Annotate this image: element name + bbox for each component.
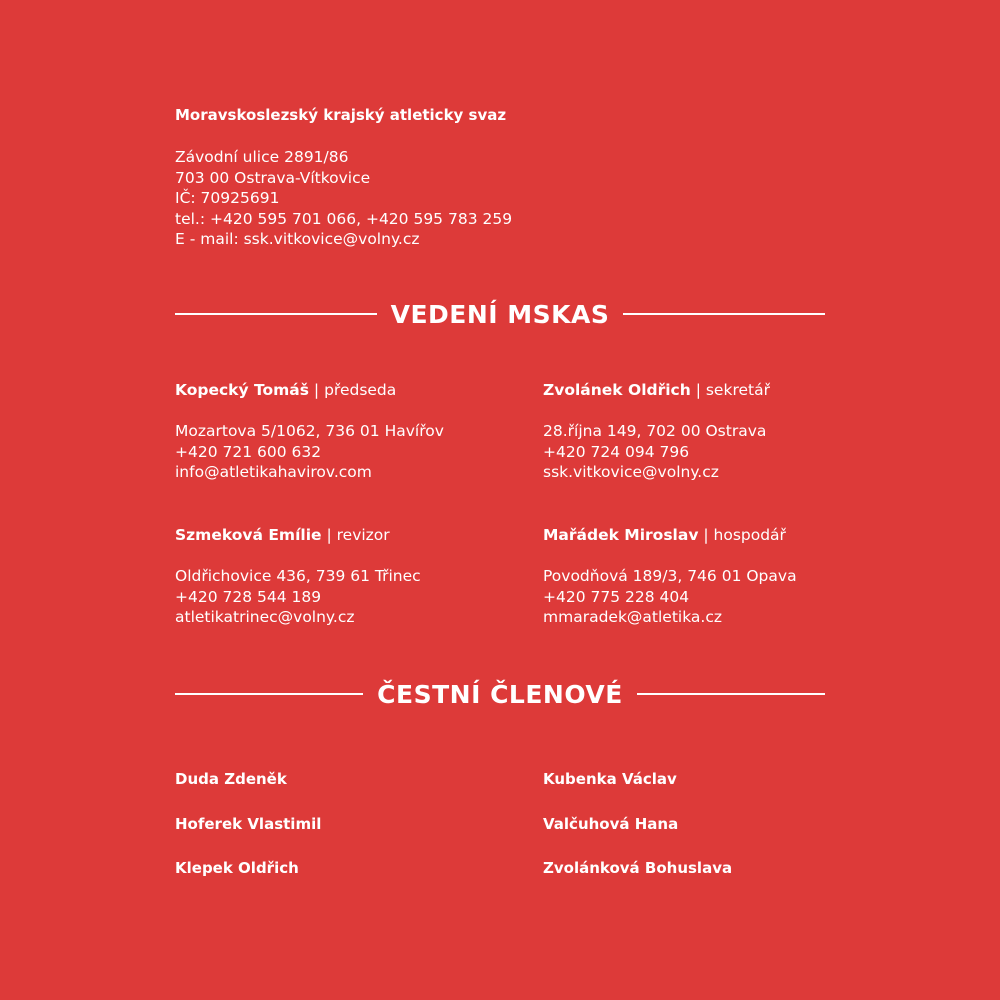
person-role: revizor — [336, 526, 390, 544]
organization-name: Moravskoslezský krajský atleticky svaz — [175, 106, 507, 124]
person-role: předseda — [324, 381, 397, 399]
person-header — [543, 380, 863, 400]
person-details — [175, 566, 495, 628]
honorary-member: Hoferek Vlastimil — [175, 815, 322, 833]
heading-rule-right — [637, 693, 825, 695]
leadership-heading — [175, 294, 825, 334]
person-card-chairman — [175, 380, 495, 483]
person-phone: +420 728 544 189 — [175, 587, 322, 606]
person-card-secretary — [543, 380, 863, 483]
leadership-heading-text: VEDENÍ MSKAS — [390, 299, 610, 329]
organization-phone: tel.: +420 595 701 066, +420 595 783 259 — [175, 209, 513, 228]
organization-city: 703 00 Ostrava-Vítkovice — [175, 168, 371, 187]
person-details — [543, 566, 863, 628]
organization-email: E - mail: ssk.vitkovice@volny.cz — [175, 230, 420, 248]
person-card-treasurer — [543, 525, 863, 628]
honorary-heading-text: ČESTNÍ ČLENOVÉ — [377, 679, 623, 709]
honorary-member: Kubenka Václav — [543, 770, 677, 788]
person-address: Mozartova 5/1062, 736 01 Havířov — [175, 422, 444, 440]
person-address: 28.října 149, 702 00 Ostrava — [543, 422, 767, 440]
person-role: sekretář — [705, 381, 770, 399]
person-details — [175, 421, 495, 483]
organization-contact — [175, 147, 512, 250]
organization-street: Závodní ulice 2891/86 — [175, 148, 349, 166]
person-email: info@atletikahavirov.com — [175, 463, 372, 481]
person-email: atletikatrinec@volny.cz — [175, 608, 355, 626]
honorary-member: Zvolánková Bohuslava — [543, 859, 733, 877]
person-phone: +420 724 094 796 — [543, 442, 690, 461]
organization-ico: IČ: 70925691 — [175, 189, 280, 207]
person-name: Kopecký Tomáš — [175, 381, 309, 399]
person-separator: | — [321, 526, 337, 544]
heading-rule-right — [623, 313, 825, 315]
person-email: mmaradek@atletika.cz — [543, 608, 723, 626]
heading-rule-left — [175, 693, 363, 695]
person-separator: | — [690, 381, 706, 399]
person-details — [543, 421, 863, 483]
person-header — [543, 525, 863, 545]
person-header — [175, 525, 495, 545]
person-separator: | — [309, 381, 325, 399]
person-address: Oldřichovice 436, 739 61 Třinec — [175, 567, 421, 585]
person-header — [175, 380, 495, 400]
person-name: Zvolánek Oldřich — [543, 381, 691, 399]
person-address: Povodňová 189/3, 746 01 Opava — [543, 567, 797, 585]
heading-rule-left — [175, 313, 377, 315]
person-name: Szmeková Emílie — [175, 526, 322, 544]
person-role: hospodář — [713, 526, 786, 544]
person-phone: +420 775 228 404 — [543, 587, 690, 606]
honorary-member: Valčuhová Hana — [543, 815, 679, 833]
person-email: ssk.vitkovice@volny.cz — [543, 463, 719, 481]
honorary-heading — [175, 674, 825, 714]
person-card-auditor — [175, 525, 495, 628]
honorary-member: Klepek Oldřich — [175, 859, 299, 877]
person-phone: +420 721 600 632 — [175, 442, 322, 461]
honorary-member: Duda Zdeněk — [175, 770, 287, 788]
person-name: Mařádek Miroslav — [543, 526, 699, 544]
person-separator: | — [698, 526, 714, 544]
